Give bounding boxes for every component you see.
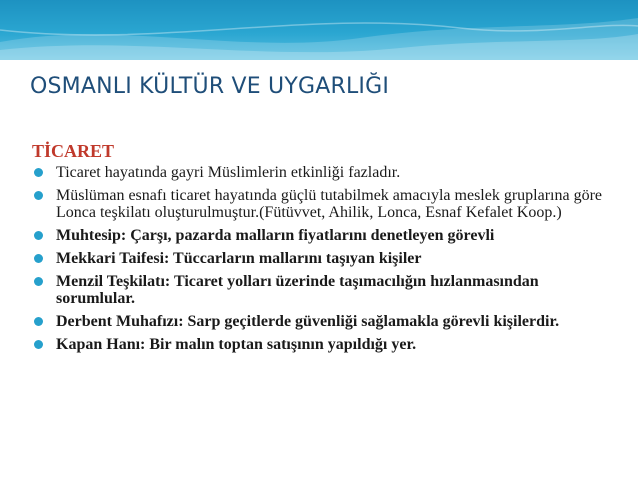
list-item [32, 336, 617, 353]
bullet-icon [34, 254, 43, 263]
section-heading: TİCARET [32, 141, 115, 161]
list-item [32, 227, 617, 244]
bullet-icon [34, 277, 43, 286]
list-item [32, 273, 617, 307]
slide-title: OSMANLI KÜLTÜR VE UYGARLIĞI [30, 74, 390, 99]
slide-content [32, 140, 617, 359]
list-item [32, 164, 617, 181]
bullet-icon [34, 168, 43, 177]
list-item-text: Menzil Teşkilatı: Ticaret yolları üzerinde taşımacılığın hızlanmasından sorumlular. [56, 273, 539, 307]
bullet-list [32, 164, 617, 353]
list-item-text: Ticaret hayatında gayri Müslimlerin etkinliği fazladır. [56, 164, 401, 181]
list-item-text: Mekkari Taifesi: Tüccarların mallarını taşıyan kişiler [56, 250, 422, 267]
list-item [32, 187, 617, 221]
list-item-text: Müslüman esnafı ticaret hayatında güçlü tutabilmek amacıyla meslek gruplarına göre Lonca teşkilatı oluşturulmuştur.(Fütüvvet, Ahilik, Lonca, Esnaf Kefalet Koop.) [56, 187, 603, 221]
list-item [32, 313, 617, 330]
header-band [0, 0, 638, 60]
bullet-icon [34, 231, 43, 240]
list-item [32, 250, 617, 267]
bullet-icon [34, 340, 43, 349]
list-item-text: Muhtesip: Çarşı, pazarda malların fiyatlarını denetleyen görevli [56, 227, 495, 244]
list-item-text: Kapan Hanı: Bir malın toptan satışının yapıldığı yer. [56, 336, 417, 353]
wave-decoration [0, 0, 638, 60]
bullet-icon [34, 191, 43, 200]
bullet-icon [34, 317, 43, 326]
list-item-text: Derbent Muhafızı: Sarp geçitlerde güvenliği sağlamakla görevli kişilerdir. [56, 313, 560, 330]
